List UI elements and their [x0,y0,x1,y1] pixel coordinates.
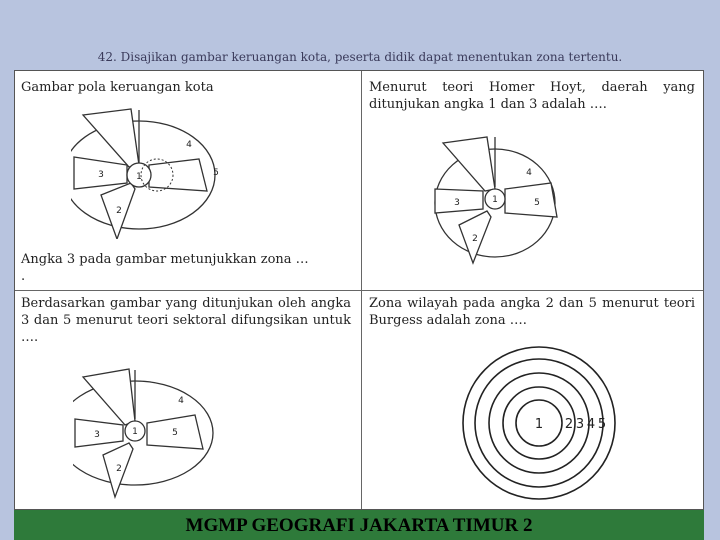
zone-label: 2 [564,417,574,432]
sector-label: 5 [172,428,178,438]
cell-question-text: Zona wilayah pada angka 2 dan 5 menurut teori Burgess adalah zona …. [369,296,695,328]
cell-question-text: Menurut teori Homer Hoyt, daerah yang ditunjukan angka 1 dan 3 adalah …. [369,80,695,112]
cell-heading: Gambar pola keruangan kota [21,80,214,95]
zone-label: 4 [586,417,596,432]
sector-label: 4 [186,140,192,150]
sector-label: 4 [178,396,184,406]
question-table [14,70,704,510]
row-divider [15,290,703,291]
sector-label: 1 [492,195,498,205]
sector-label: 3 [454,198,460,208]
zone-label: 1 [534,417,544,432]
sector-label: 2 [472,234,478,244]
sector-diagram-1 [71,105,237,239]
sector-diagram-3 [73,367,219,499]
cell-question-text: Berdasarkan gambar yang ditunjukan oleh angka 3 dan 5 menurut teori sektoral difungsikan untuk …. [21,296,351,345]
sector-label: 3 [94,430,100,440]
zone-label: 5 [597,417,607,432]
concentric-zone-diagram [461,345,617,501]
zone-label: 3 [575,417,585,432]
footer-title: MGMP GEOGRAFI JAKARTA TIMUR 2 [185,515,533,536]
sector-label: 4 [526,168,532,178]
sector-label: 5 [213,168,219,178]
sector-label: 3 [98,170,104,180]
cell-question-line: . [21,269,26,284]
sector-label: 1 [136,172,142,182]
sector-label: 5 [534,198,540,208]
sector-label: 2 [116,206,122,216]
sector-label: 2 [116,464,122,474]
question-text: 42. Disajikan gambar keruangan kota, peserta didik dapat menentukan zona tertentu. [97,50,623,64]
cell-question-line: Angka 3 pada gambar metunjukkan zona … [21,252,309,267]
footer-bar [14,510,704,540]
sector-label: 1 [132,427,138,437]
sector-diagram-2 [433,133,563,265]
